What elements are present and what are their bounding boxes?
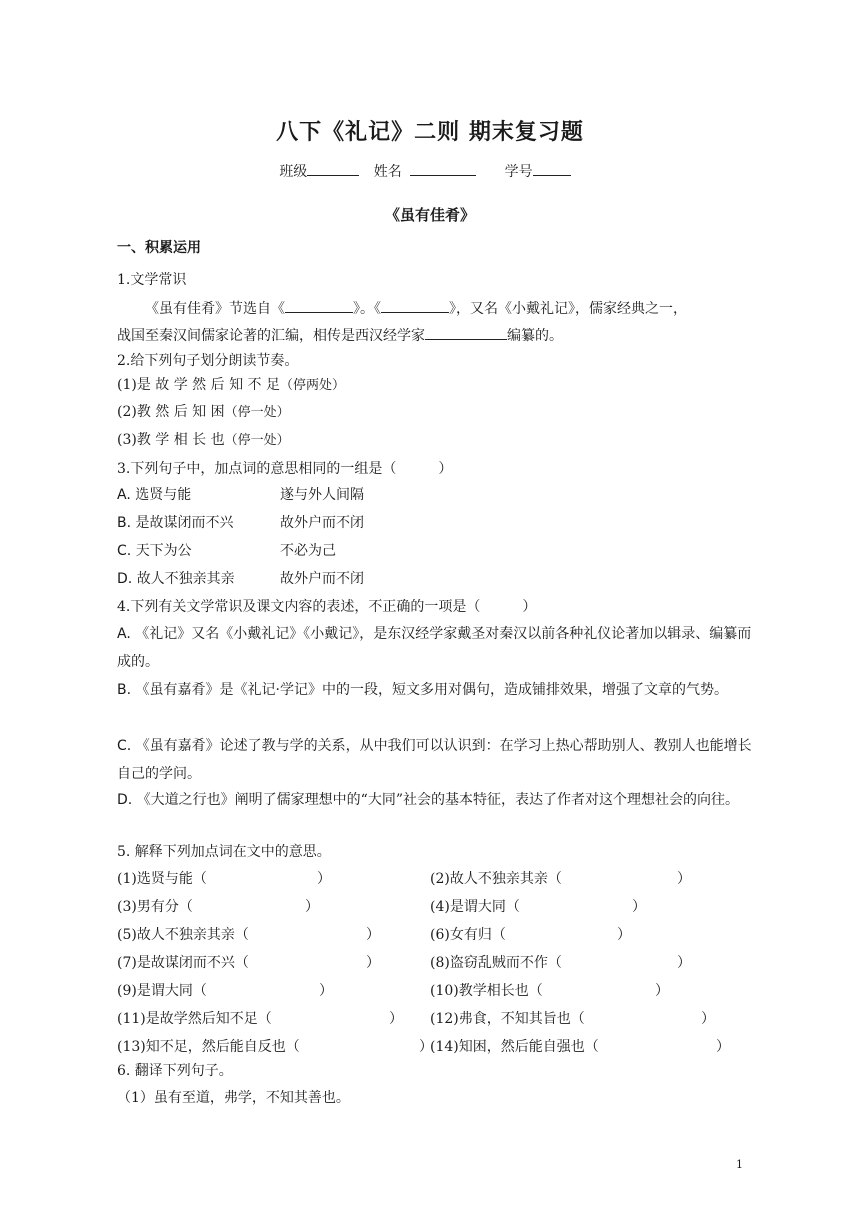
- q5-answer-close: ）: [677, 955, 691, 971]
- q5-answer-close: ）: [419, 1039, 433, 1055]
- class-blank[interactable]: [307, 160, 359, 176]
- student-info-line: [0, 160, 860, 181]
- q1-blank-2[interactable]: [381, 297, 449, 313]
- q5-label: 5. 解释下列加点词在文中的意思。: [117, 844, 331, 860]
- q5-item-right: (10)教学相长也（: [430, 983, 543, 999]
- q4-option-c[interactable]: C. 《虽有嘉肴》论述了教与学的关系，从中我们可以认识到：在学习上热心帮助别人、教别人也能增长自己的学问。: [117, 738, 752, 782]
- q5-answer-close: ）: [701, 1011, 715, 1027]
- q2-item-3: (3)教 学 相 长 也（停一处）: [117, 432, 290, 448]
- q5-answer-close: ）: [366, 927, 380, 943]
- q3-option-d[interactable]: D. 故人不独亲其亲 故外户而不闭: [117, 571, 364, 587]
- q1-blank-3[interactable]: [425, 324, 507, 340]
- q5-item-right: (2)故人不独亲其亲（: [430, 871, 562, 887]
- q5-item-left: (7)是故谋闭而不兴（: [117, 955, 249, 971]
- q4-option-a[interactable]: A. 《礼记》又名《小戴礼记》《小戴记》，是东汉经学家戴圣对秦汉以前各种礼仪论著加以辑录、编纂而成的。: [117, 626, 752, 670]
- q1-line2: 战国至秦汉间儒家论著的汇编，相传是西汉经学家 编纂的。: [117, 324, 563, 346]
- q5-item-left: (9)是谓大同（: [117, 983, 207, 999]
- q6-label: 6. 翻译下列句子。: [117, 1063, 233, 1079]
- q1-blank-1[interactable]: [285, 297, 353, 313]
- q5-item-left: (5)故人不独亲其亲（: [117, 927, 249, 943]
- q1-line1: 《虽有佳肴》节选自《 》。《 》，又名《小戴礼记》，儒家经典之一，: [145, 297, 687, 319]
- q5-item-left: (3)男有分（: [117, 899, 193, 915]
- page-number: 1: [736, 1158, 743, 1171]
- name-blank[interactable]: [410, 160, 476, 176]
- document-title: 八下《礼记》二则 期末复习题: [276, 120, 584, 145]
- name-label: 姓名: [373, 164, 402, 180]
- q5-item-right: (14)知困，然后能自强也（: [430, 1039, 599, 1055]
- q4-option-b[interactable]: B. 《虽有嘉肴》是《礼记·学记》中的一段，短文多用对偶句，造成铺排效果，增强了文章的气势。: [117, 682, 728, 698]
- section-subtitle: 《虽有佳肴》: [384, 206, 475, 224]
- q6-item-1: （1）虽有至道，弗学，不知其善也。: [117, 1090, 350, 1106]
- q5-answer-close: ）: [716, 1039, 730, 1055]
- q5-item-left: (11)是故学然后知不足（: [117, 1011, 272, 1027]
- q2-label: 2.给下列句子划分朗读节奏。: [117, 353, 299, 369]
- q5-answer-close: ）: [389, 1011, 403, 1027]
- q4-label: 4.下列有关文学常识及课文内容的表述，不正确的一项是（ ）: [117, 599, 537, 615]
- q5-answer-close: ）: [317, 871, 331, 887]
- q5-answer-close: ）: [655, 983, 669, 999]
- id-blank[interactable]: [533, 160, 571, 176]
- q3-option-b[interactable]: B. 是故谋闭而不兴 故外户而不闭: [117, 515, 364, 531]
- q3-label: 3.下列句子中，加点词的意思相同的一组是（ ）: [117, 461, 453, 477]
- q5-item-left: (13)知不足，然后能自反也（: [117, 1039, 300, 1055]
- q2-item-1: (1)是 故 学 然 后 知 不 足（停两处）: [117, 377, 345, 393]
- q5-item-right: (4)是谓大同（: [430, 899, 520, 915]
- q4-option-d[interactable]: D. 《大道之行也》阐明了儒家理想中的“大同”社会的基本特征，表达了作者对这个理想社会的向往。: [117, 792, 739, 808]
- q3-option-a[interactable]: A. 选贤与能 遂与外人间隔: [117, 487, 364, 503]
- q5-answer-close: ）: [677, 871, 691, 887]
- section-heading: 一、积累运用: [117, 240, 201, 256]
- q5-answer-close: ）: [632, 899, 646, 915]
- q5-answer-close: ）: [617, 927, 631, 943]
- q5-answer-close: ）: [366, 955, 380, 971]
- q5-item-right: (12)弗食，不知其旨也（: [430, 1011, 585, 1027]
- q5-item-left: (1)选贤与能（: [117, 871, 207, 887]
- id-label: 学号: [504, 164, 533, 180]
- q5-item-right: (8)盗窃乱贼而不作（: [430, 955, 562, 971]
- q3-option-c[interactable]: C. 天下为公 不必为己: [117, 543, 336, 559]
- q5-answer-close: ）: [305, 899, 319, 915]
- q2-item-2: (2)教 然 后 知 困（停一处）: [117, 404, 290, 420]
- q5-answer-close: ）: [319, 983, 333, 999]
- q5-item-right: (6)女有归（: [430, 927, 506, 943]
- class-label: 班级: [279, 164, 308, 180]
- q1-label: 1.文学常识: [117, 272, 187, 288]
